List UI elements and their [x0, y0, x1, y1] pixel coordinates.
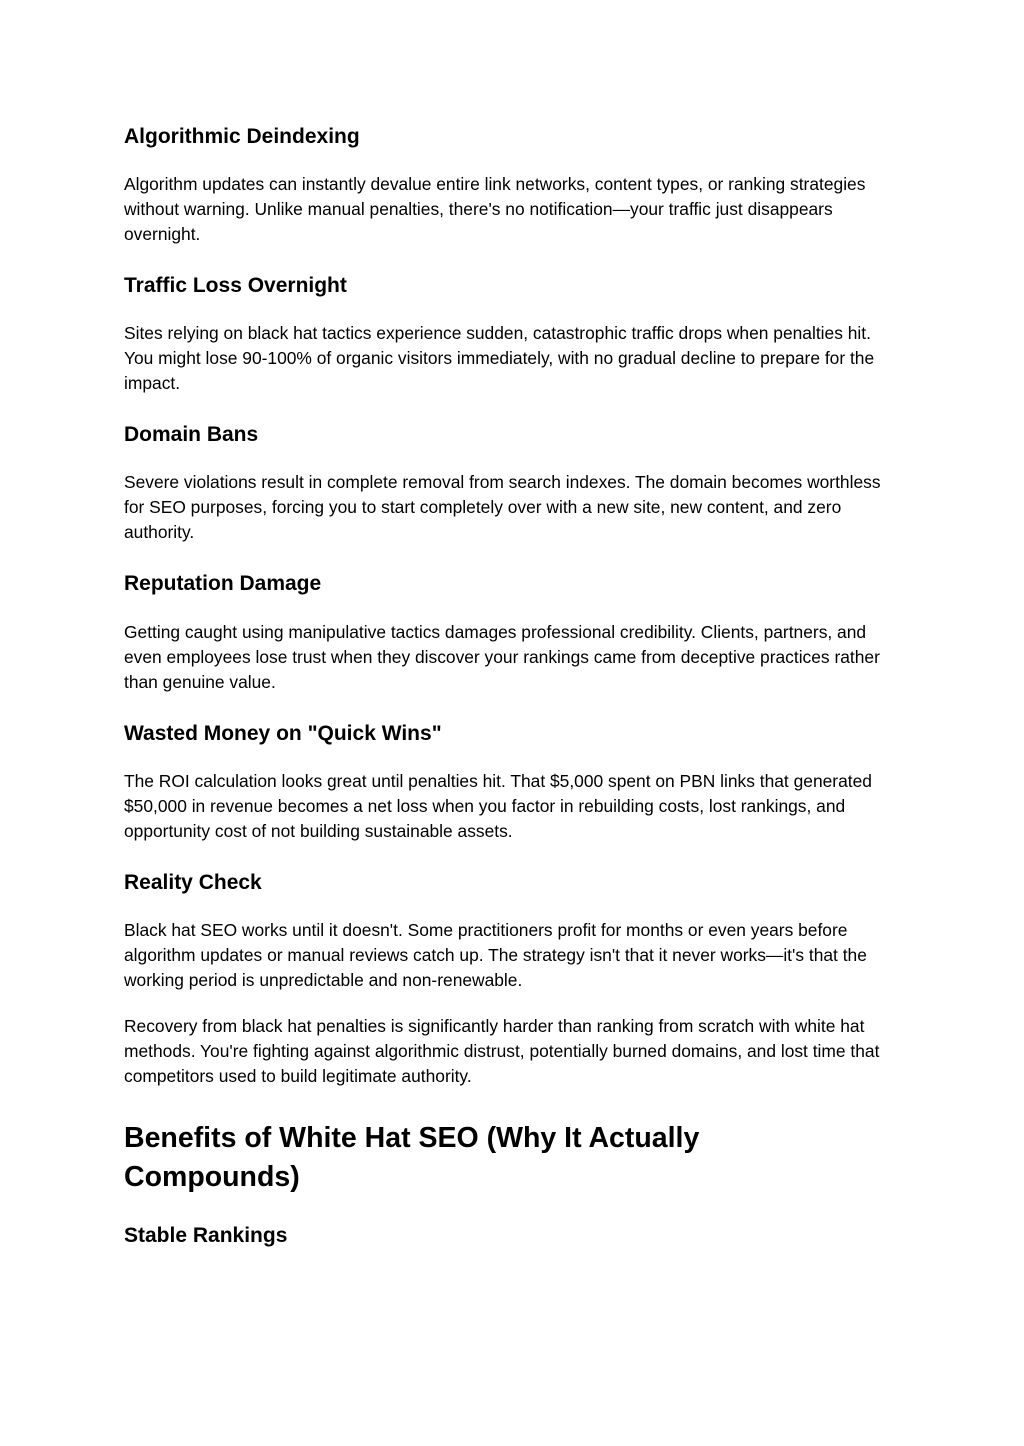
paragraph-reality-check-1: Black hat SEO works until it doesn't. Some practitioners profit for months or even years before algorithm updates or manual reviews catch up. The strategy isn't that it never works—it's that the working period is unpredictable and non-renewable.	[124, 920, 867, 990]
paragraph-wasted-money: The ROI calculation looks great until penalties hit. That $5,000 spent on PBN links that generated $50,000 in revenue becomes a net loss when you factor in rebuilding costs, lost rankings, and opportunity cost of not building sustainable assets.	[124, 771, 872, 841]
paragraph-reality-check-2: Recovery from black hat penalties is significantly harder than ranking from scratch with white hat methods. You're fighting against algorithmic distrust, potentially burned domains, and lost time that competitors used to build legitimate authority.	[124, 1016, 880, 1086]
heading-stable-rankings: Stable Rankings	[124, 1224, 288, 1247]
heading-reputation-damage: Reputation Damage	[124, 572, 322, 595]
heading-algorithmic-deindexing: Algorithmic Deindexing	[124, 125, 360, 148]
heading-reality-check: Reality Check	[124, 871, 262, 894]
paragraph-traffic-loss-overnight: Sites relying on black hat tactics experience sudden, catastrophic traffic drops when penalties hit. You might lose 90-100% of organic visitors immediately, with no gradual decline to prepare for the impact.	[124, 323, 875, 393]
paragraph-domain-bans: Severe violations result in complete removal from search indexes. The domain becomes worthless for SEO purposes, forcing you to start completely over with a new site, new content, and zero authority.	[124, 472, 881, 542]
paragraph-algorithmic-deindexing: Algorithm updates can instantly devalue entire link networks, content types, or ranking strategies without warning. Unlike manual penalties, there's no notification—your traffic just disappears overnight.	[124, 174, 866, 244]
paragraph-reputation-damage: Getting caught using manipulative tactics damages professional credibility. Clients, partners, and even employees lose trust when they discover your rankings came from deceptive practices rather than genuine value.	[124, 622, 880, 692]
heading-domain-bans: Domain Bans	[124, 423, 259, 446]
heading-wasted-money: Wasted Money on "Quick Wins"	[124, 722, 442, 745]
heading-traffic-loss-overnight: Traffic Loss Overnight	[124, 274, 347, 297]
major-heading-benefits: Benefits of White Hat SEO (Why It Actually Compounds)	[124, 1122, 700, 1193]
